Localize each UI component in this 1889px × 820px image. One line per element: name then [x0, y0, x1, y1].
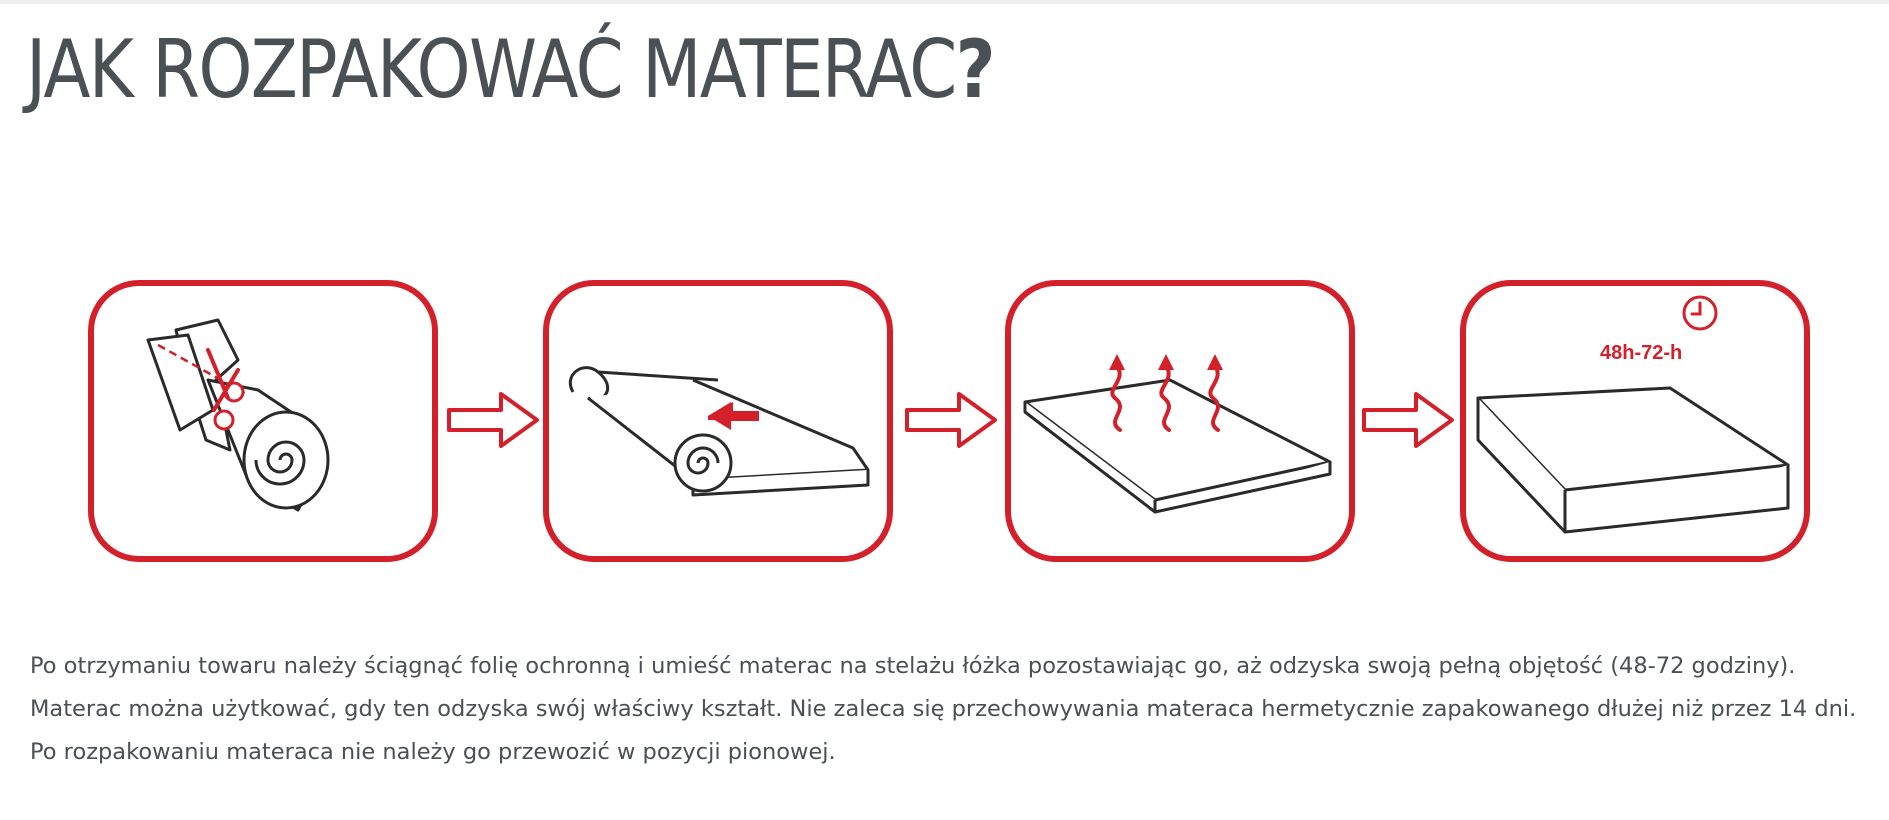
page-title-text: JAK ROZPAKOWAĆ MATERAC: [26, 23, 956, 116]
step-4-ready: [1460, 280, 1810, 562]
step-1-cut-foil: [88, 280, 438, 562]
cut-foil-roll-icon: [88, 280, 438, 562]
page-title: [26, 20, 994, 120]
mattress-expanding-icon: [1005, 280, 1355, 562]
step-arrow-2: [903, 388, 999, 452]
step-arrow-1: [445, 388, 541, 452]
page-title-question-mark: ?: [955, 23, 994, 116]
step-2-unroll: [543, 280, 893, 562]
step-arrow-3: [1360, 388, 1456, 452]
unpacking-steps: [0, 260, 1889, 580]
unroll-mattress-icon: [543, 280, 893, 562]
top-divider: [0, 0, 1889, 4]
description-text: Po otrzymaniu towaru należy ściągnąć folię ochronną i umieść materac na stelażu łóżka pozostawiając go, aż odzyska swoją pełną objętość (48-72 godziny). Materac można użytkować, gdy ten odzyska swój właściwy kształt. Nie zaleca się przechowywania materaca hermetycznie zapakowanego dłużej niż przez 14 dni. Po rozpakowaniu materaca nie należy go przewozić w pozycji pionowej.: [30, 653, 1857, 765]
step-3-expanding: [1005, 280, 1355, 562]
full-mattress-clock-icon: [1460, 280, 1810, 562]
time-label: 48h-72-h: [1600, 342, 1683, 364]
